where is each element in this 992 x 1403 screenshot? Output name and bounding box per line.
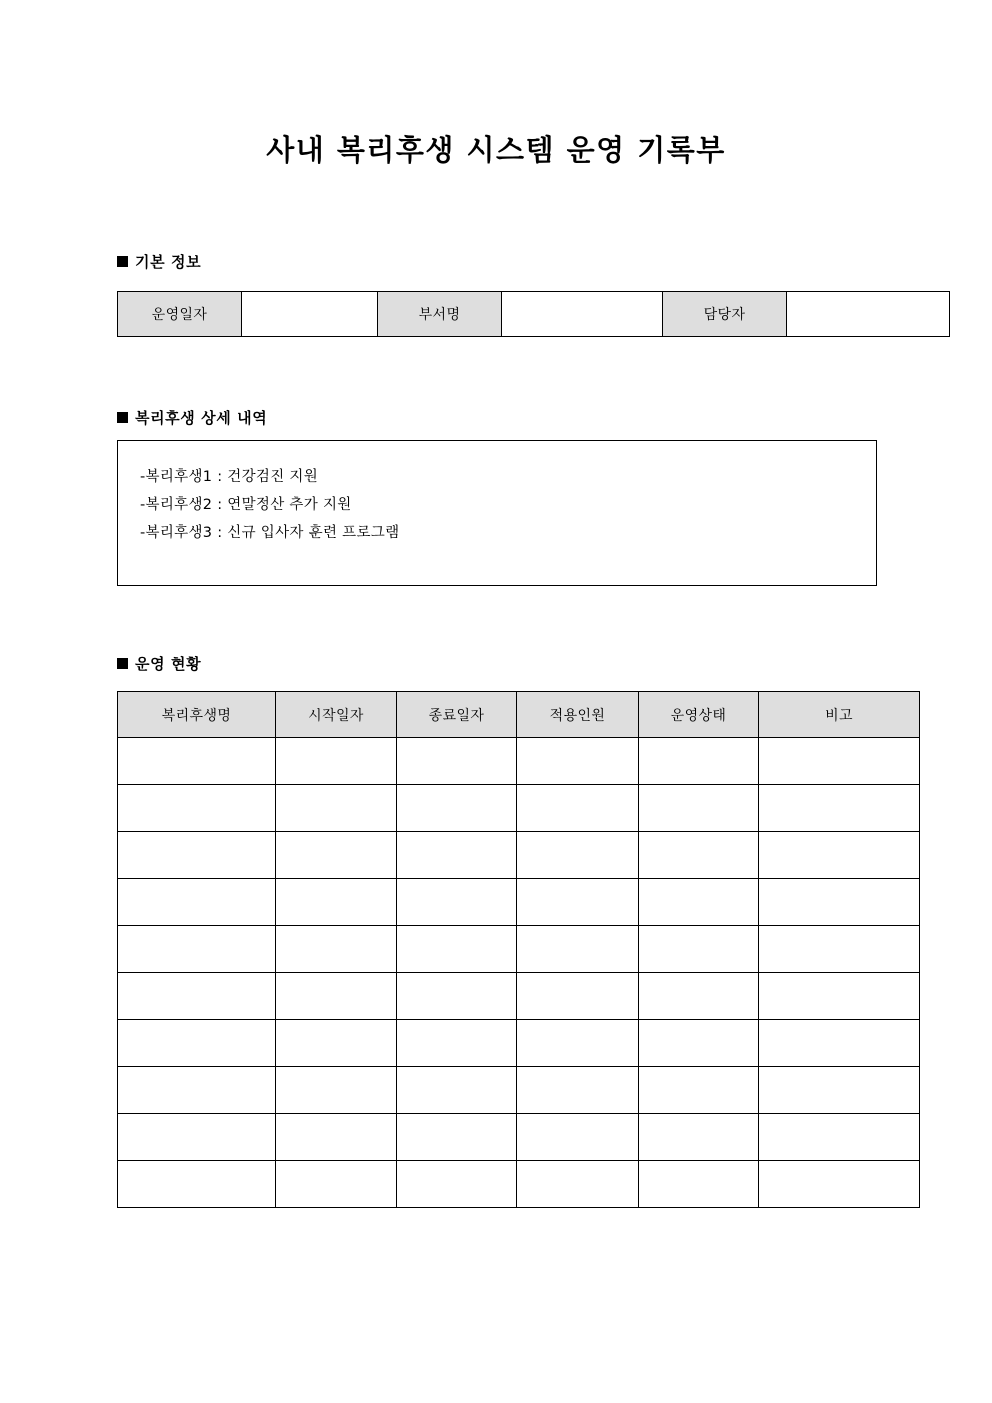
table-row [118,1020,920,1067]
cell-operation-state[interactable] [639,785,759,832]
cell-start-date[interactable] [276,973,397,1020]
cell-remarks[interactable] [759,1161,920,1208]
table-row [118,1114,920,1161]
cell-end-date[interactable] [397,738,517,785]
benefit-detail-line: -복리후생1 : 건강검진 지원 [140,469,319,485]
cell-end-date[interactable] [397,1020,517,1067]
cell-benefit-name[interactable] [118,926,276,973]
cell-applied-headcount[interactable] [517,926,639,973]
table-row [118,785,920,832]
cell-remarks[interactable] [759,973,920,1020]
cell-start-date[interactable] [276,926,397,973]
cell-start-date[interactable] [276,785,397,832]
benefit-detail-line: -복리후생3 : 신규 입사자 훈련 프로그램 [140,525,400,541]
black-square-bullet-icon [117,256,128,267]
cell-benefit-name[interactable] [118,1114,276,1161]
cell-end-date[interactable] [397,879,517,926]
black-square-bullet-icon [117,412,128,423]
cell-end-date[interactable] [397,926,517,973]
cell-benefit-name[interactable] [118,973,276,1020]
cell-start-date[interactable] [276,738,397,785]
cell-operation-state[interactable] [639,879,759,926]
cell-remarks[interactable] [759,738,920,785]
cell-remarks[interactable] [759,785,920,832]
cell-remarks[interactable] [759,926,920,973]
section-heading-benefit-details-label: 복리후생 상세 내역 [135,409,268,427]
cell-benefit-name[interactable] [118,1067,276,1114]
basic-info-value-department[interactable] [502,292,663,337]
table-row [118,292,950,337]
cell-start-date[interactable] [276,1114,397,1161]
cell-benefit-name[interactable] [118,879,276,926]
benefit-detail-line: -복리후생2 : 연말정산 추가 지원 [140,497,352,513]
cell-applied-headcount[interactable] [517,785,639,832]
column-header-operation-state: 운영상태 [639,692,759,738]
cell-end-date[interactable] [397,973,517,1020]
cell-operation-state[interactable] [639,832,759,879]
cell-benefit-name[interactable] [118,738,276,785]
basic-info-table [117,291,950,337]
table-header-row [118,692,920,738]
cell-operation-state[interactable] [639,926,759,973]
cell-applied-headcount[interactable] [517,1161,639,1208]
cell-start-date[interactable] [276,1161,397,1208]
cell-end-date[interactable] [397,1067,517,1114]
column-header-start-date: 시작일자 [276,692,397,738]
table-row [118,1161,920,1208]
section-heading-basic-info-label: 기본 정보 [135,253,202,271]
operation-status-table [117,691,920,1208]
column-header-remarks: 비고 [759,692,920,738]
cell-operation-state[interactable] [639,1020,759,1067]
page-title: 사내 복리후생 시스템 운영 기록부 [266,133,726,167]
table-row [118,832,920,879]
table-row [118,1067,920,1114]
cell-end-date[interactable] [397,785,517,832]
cell-applied-headcount[interactable] [517,879,639,926]
cell-applied-headcount[interactable] [517,832,639,879]
cell-benefit-name[interactable] [118,1020,276,1067]
cell-applied-headcount[interactable] [517,973,639,1020]
column-header-benefit-name: 복리후생명 [118,692,276,738]
cell-benefit-name[interactable] [118,832,276,879]
table-row [118,926,920,973]
section-heading-operation-status [117,653,201,674]
table-row [118,738,920,785]
cell-end-date[interactable] [397,1161,517,1208]
cell-operation-state[interactable] [639,1114,759,1161]
cell-operation-state[interactable] [639,1161,759,1208]
cell-applied-headcount[interactable] [517,1020,639,1067]
cell-operation-state[interactable] [639,1067,759,1114]
cell-remarks[interactable] [759,832,920,879]
cell-applied-headcount[interactable] [517,1114,639,1161]
operation-status-table-body [118,738,920,1208]
cell-end-date[interactable] [397,1114,517,1161]
cell-remarks[interactable] [759,1020,920,1067]
cell-applied-headcount[interactable] [517,738,639,785]
basic-info-label-operation-date: 운영일자 [118,292,242,337]
cell-start-date[interactable] [276,1067,397,1114]
section-heading-benefit-details [117,407,267,428]
cell-operation-state[interactable] [639,973,759,1020]
basic-info-label-manager: 담당자 [663,292,787,337]
column-header-applied-headcount: 적용인원 [517,692,639,738]
basic-info-label-department: 부서명 [378,292,502,337]
table-row [118,879,920,926]
cell-operation-state[interactable] [639,738,759,785]
cell-remarks[interactable] [759,1114,920,1161]
cell-benefit-name[interactable] [118,785,276,832]
section-heading-basic-info [117,251,201,272]
benefit-details-box[interactable] [117,440,877,586]
cell-remarks[interactable] [759,879,920,926]
basic-info-value-manager[interactable] [787,292,950,337]
cell-benefit-name[interactable] [118,1161,276,1208]
cell-start-date[interactable] [276,879,397,926]
cell-remarks[interactable] [759,1067,920,1114]
cell-end-date[interactable] [397,832,517,879]
basic-info-value-operation-date[interactable] [242,292,378,337]
column-header-end-date: 종료일자 [397,692,517,738]
black-square-bullet-icon [117,658,128,669]
table-row [118,973,920,1020]
cell-applied-headcount[interactable] [517,1067,639,1114]
cell-start-date[interactable] [276,1020,397,1067]
section-heading-operation-status-label: 운영 현황 [135,655,202,673]
cell-start-date[interactable] [276,832,397,879]
